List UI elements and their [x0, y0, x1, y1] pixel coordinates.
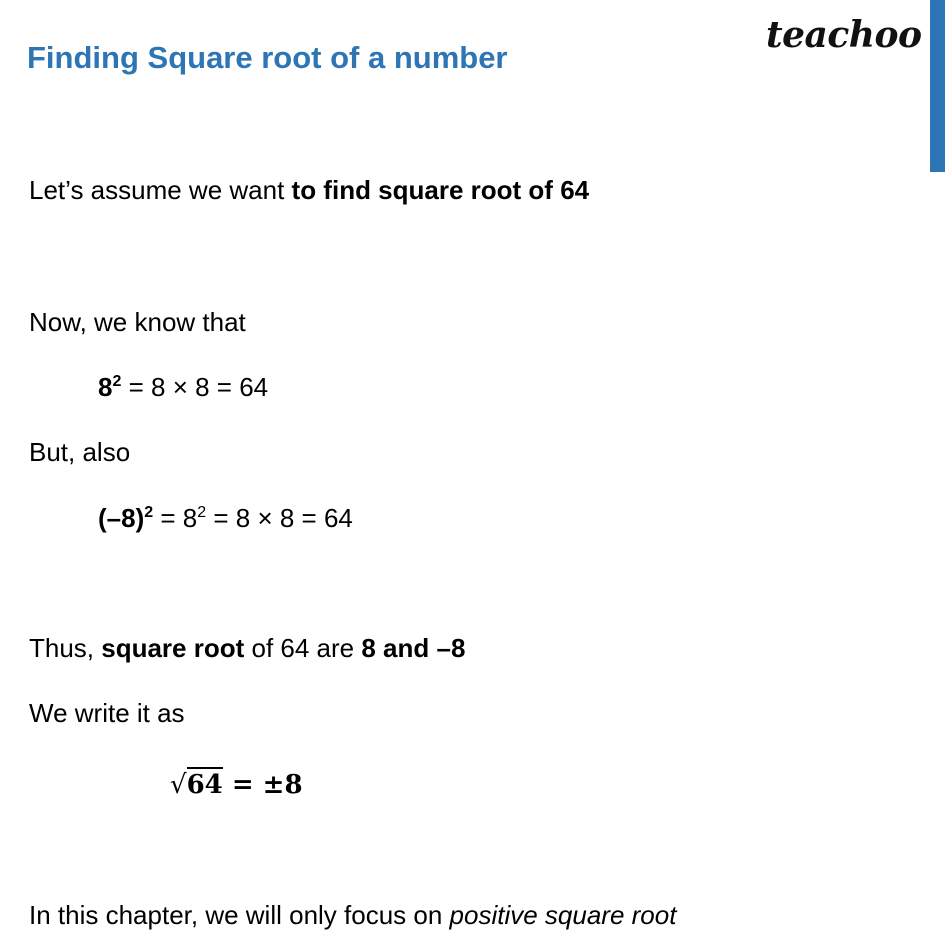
- scrollbar[interactable]: [930, 0, 945, 945]
- equation-2: $(-8)^2 = 8^2 = 8 \times 8 = 64$: [98, 503, 353, 533]
- know-line: Now, we know that: [29, 307, 246, 337]
- radical-sign: √: [170, 770, 187, 800]
- equation-1: $8^2 = 8 \times 8 = 64$: [98, 372, 269, 402]
- also-line: But, also: [29, 437, 131, 467]
- write-line: We write it as: [29, 698, 185, 728]
- scrollbar-thumb[interactable]: [930, 0, 945, 172]
- radicand: 64: [187, 767, 223, 800]
- sqrt-equation: √64 = ±8: [170, 770, 303, 800]
- page-title: Finding Square root of a number: [27, 40, 508, 75]
- teachoo-logo: teachoo: [766, 14, 922, 56]
- thus-line: Thus, square root of 64 are 8 and –8: [29, 633, 466, 663]
- focus-italic: positive square root: [449, 900, 677, 930]
- focus-line: In this chapter, we will only focus on positive square root: [29, 900, 677, 930]
- assume-line: Let’s assume we want to find square root of 64: [29, 175, 590, 205]
- assume-bold: to find square root of 64: [291, 175, 590, 205]
